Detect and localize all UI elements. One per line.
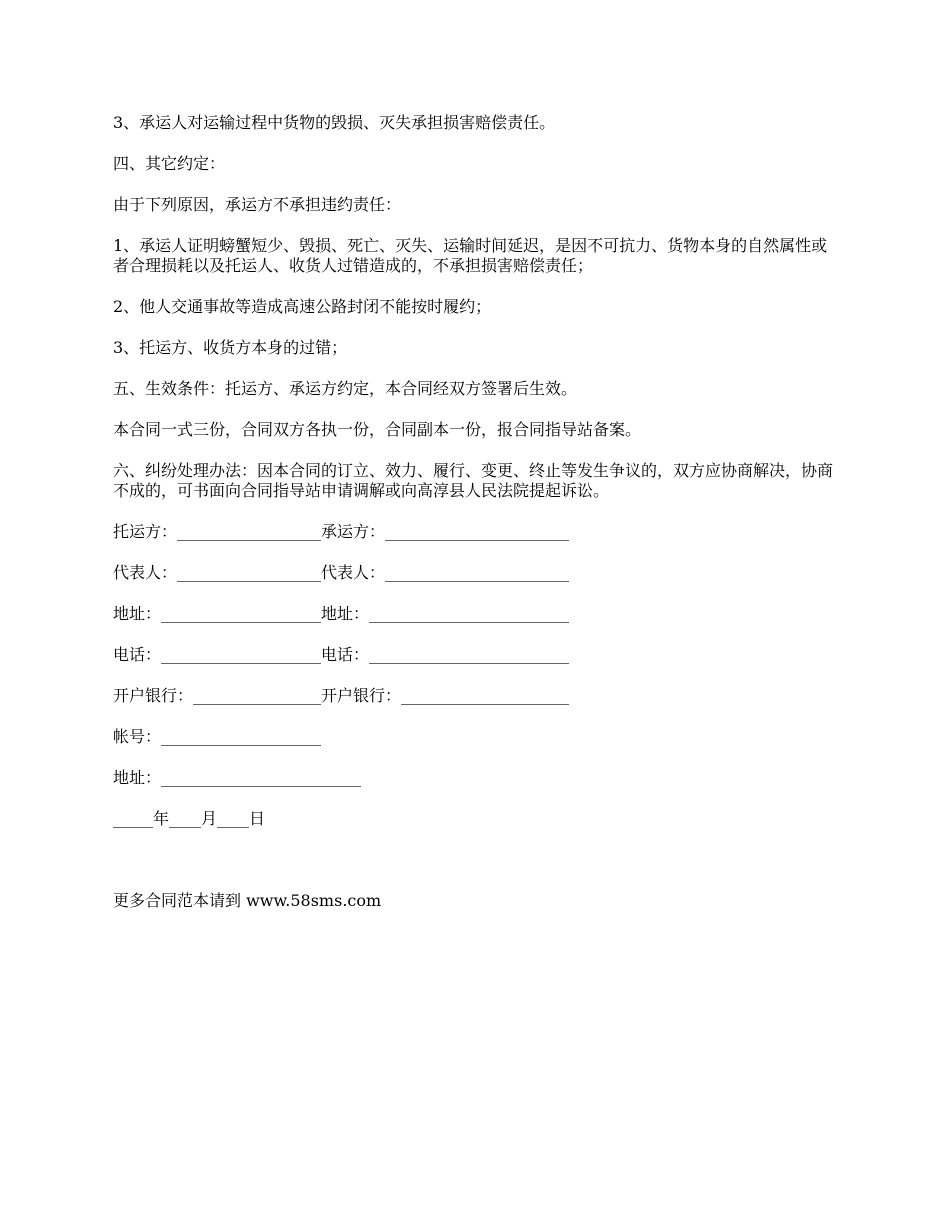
signature-bank-pair: 开户银行：________________开户银行：_____________________	[113, 686, 570, 705]
section-6-dispute: 六、纠纷处理办法：因本合同的订立、效力、履行、变更、终止等发生争议的，双方应协商解决，协商不成的，可书面向合同指导站申请调解或向高淳县人民法院提起诉讼。	[113, 461, 834, 500]
exemption-item-2: 2、他人交通事故等造成高速公路封闭不能按时履约；	[113, 297, 492, 316]
signature-representative: 代表人：__________________代表人：_______________________	[113, 563, 570, 582]
signature-phone-pair: 电话：____________________电话：_________________________	[113, 645, 570, 664]
contract-body	[113, 113, 843, 932]
signature-shipper-carrier: 托运方：__________________承运方：_______________________	[113, 522, 570, 541]
exemption-item-1: 1、承运人证明螃蟹短少、毁损、死亡、灭失、运输时间延迟，是因不可抗力、货物本身的自然属性或者合理损耗以及托运人、收货人过错造成的，不承担损害赔偿责任；	[113, 236, 828, 275]
exemption-intro: 由于下列原因，承运方不承担违约责任：	[113, 195, 402, 214]
clause-3-liability: 3、承运人对运输过程中货物的毁损、灭失承担损害赔偿责任。	[113, 113, 556, 132]
signature-account: 帐号：____________________	[113, 727, 322, 746]
signature-address-pair: 地址：____________________地址：_________________________	[113, 604, 570, 623]
section-4-heading: 四、其它约定：	[113, 154, 226, 173]
section-5-effective: 五、生效条件：托运方、承运方约定，本合同经双方签署后生效。	[113, 379, 578, 398]
signature-address: 地址：_________________________	[113, 768, 362, 787]
copies-clause: 本合同一式三份，合同双方各执一份，合同副本一份，报合同指导站备案。	[113, 420, 642, 439]
signature-date: _____年____月____日	[113, 809, 266, 828]
footer-link-text: 更多合同范本请到 www.58sms.com	[113, 891, 382, 910]
exemption-item-3: 3、托运方、收货方本身的过错；	[113, 338, 348, 357]
